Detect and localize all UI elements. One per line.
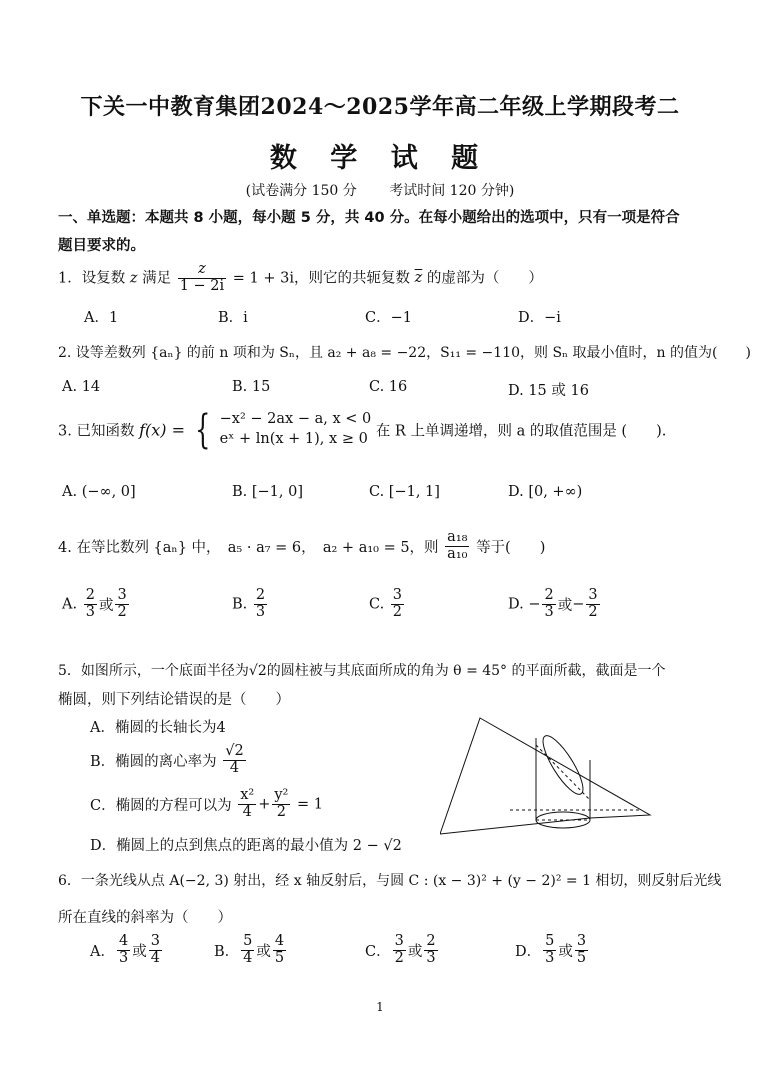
question-3: 3. 已知函数 f(x) = { −x² − 2ax − a, x < 0 eˣ + ln(x + 1), x ≥ 0 在 R 上单调递增，则 a 的取值范围是 ( ). [58,407,667,453]
q6-option-b: B． $\frac{5}{4}$ 或 $\frac{4}{5}$ [214,933,285,966]
section-heading: 一、单选题：本题共 8 小题，每小题 5 分，共 40 分。在每小题给出的选项中，只有一项是符合 [58,210,680,226]
q2-option-a: A. 14 [62,379,101,395]
question-4: 4. 在等比数列 {aₙ} 中， a₅ · a₇ = 6， a₂ + a₁₀ = 5，则 $\frac{\text{a₁₈}}{\text{a₁₀}}$ 等于( ) [58,529,546,562]
q2-option-d: D. 15 或 16 [508,383,589,399]
question-5: 5．如图所示，一个底面半径为√2的圆柱被与其底面所成的角为 θ = 45° 的平面所截，截面是一个 [58,663,666,679]
q2-option-c: C. 16 [369,379,408,395]
q6-option-d: D． $\frac{5}{3}$ 或 $\frac{3}{5}$ [515,933,587,966]
q4-option-d: D. − $\frac{2}{3}$ 或− $\frac{3}{2}$ [508,587,598,620]
q3-option-d: D. [0, +∞) [508,484,583,500]
q1-option-b: B．i [218,310,248,326]
q6-option-c: C． $\frac{3}{2}$ 或 $\frac{2}{3}$ [365,933,436,966]
question-6: 6．一条光线从点 A(−2, 3) 射出，经 x 轴反射后，与圆 C : (x − 3)² + (y − 2)² = 1 相切，则反射后光线 [58,873,722,889]
q4-option-c: C. $\frac{3}{2}$ [369,587,403,620]
question-6-cont: 所在直线的斜率为（ ） [58,910,232,926]
subject-title: 数 学 试 题 [269,143,491,174]
q5-option-a: A．椭圆的长轴长为4 [90,720,226,736]
q5-option-d: D．椭圆上的点到焦点的距离的最小值为 2 − √2 [90,838,402,854]
q4-option-a: A. $\frac{2}{3}$ 或 $\frac{3}{2}$ [62,587,127,620]
q6-option-a: A． $\frac{4}{3}$ 或 $\frac{3}{4}$ [90,933,160,966]
q4-option-b: B. $\frac{2}{3}$ [232,587,266,620]
full-score: (试卷满分 150 分 [245,183,357,199]
exam-info [0,180,760,200]
q1-option-a: A．1 [84,310,119,326]
q3-option-c: C. [−1, 1] [369,484,440,500]
exam-time: 考试时间 120 分钟) [389,183,515,199]
q2-option-b: B. 15 [232,379,271,395]
q5-option-b: B．椭圆的离心率为 $\frac{√2}{4}$ [90,743,244,776]
q1-option-c: C．−1 [365,310,412,326]
section-heading-cont: 题目要求的。 [58,238,145,254]
cylinder-section-figure [440,700,660,842]
cutting-plane [440,718,650,834]
question-1: 1．设复数 z 满足 $\frac{z}{1 - 2i}$ = 1 + 3i，则它的共轭复数 $\overline{z}$ 的虚部为（ ） [58,261,543,294]
question-2: 2. 设等差数列 {aₙ} 的前 n 项和为 Sₙ，且 a₂ + a₈ = −22，S₁₁ = −110，则 Sₙ 取最小值时，n 的值为( ) [58,345,751,361]
page-number: 1 [376,1000,384,1014]
q3-option-b: B. [−1, 0] [232,484,304,500]
exam-title: 下关一中教育集团2024～2025学年高二年级上学期段考二 [80,94,680,120]
q5-option-c: C．椭圆的方程可以为 $\frac{\text{x²}}{4}$ + $\frac{\text{y²}}{2}$ = 1 [90,787,323,820]
q1-option-d: D．−i [518,310,561,326]
question-5-cont: 椭圆，则下列结论错误的是（ ） [58,692,290,708]
q3-option-a: A. (−∞, 0] [62,484,136,500]
